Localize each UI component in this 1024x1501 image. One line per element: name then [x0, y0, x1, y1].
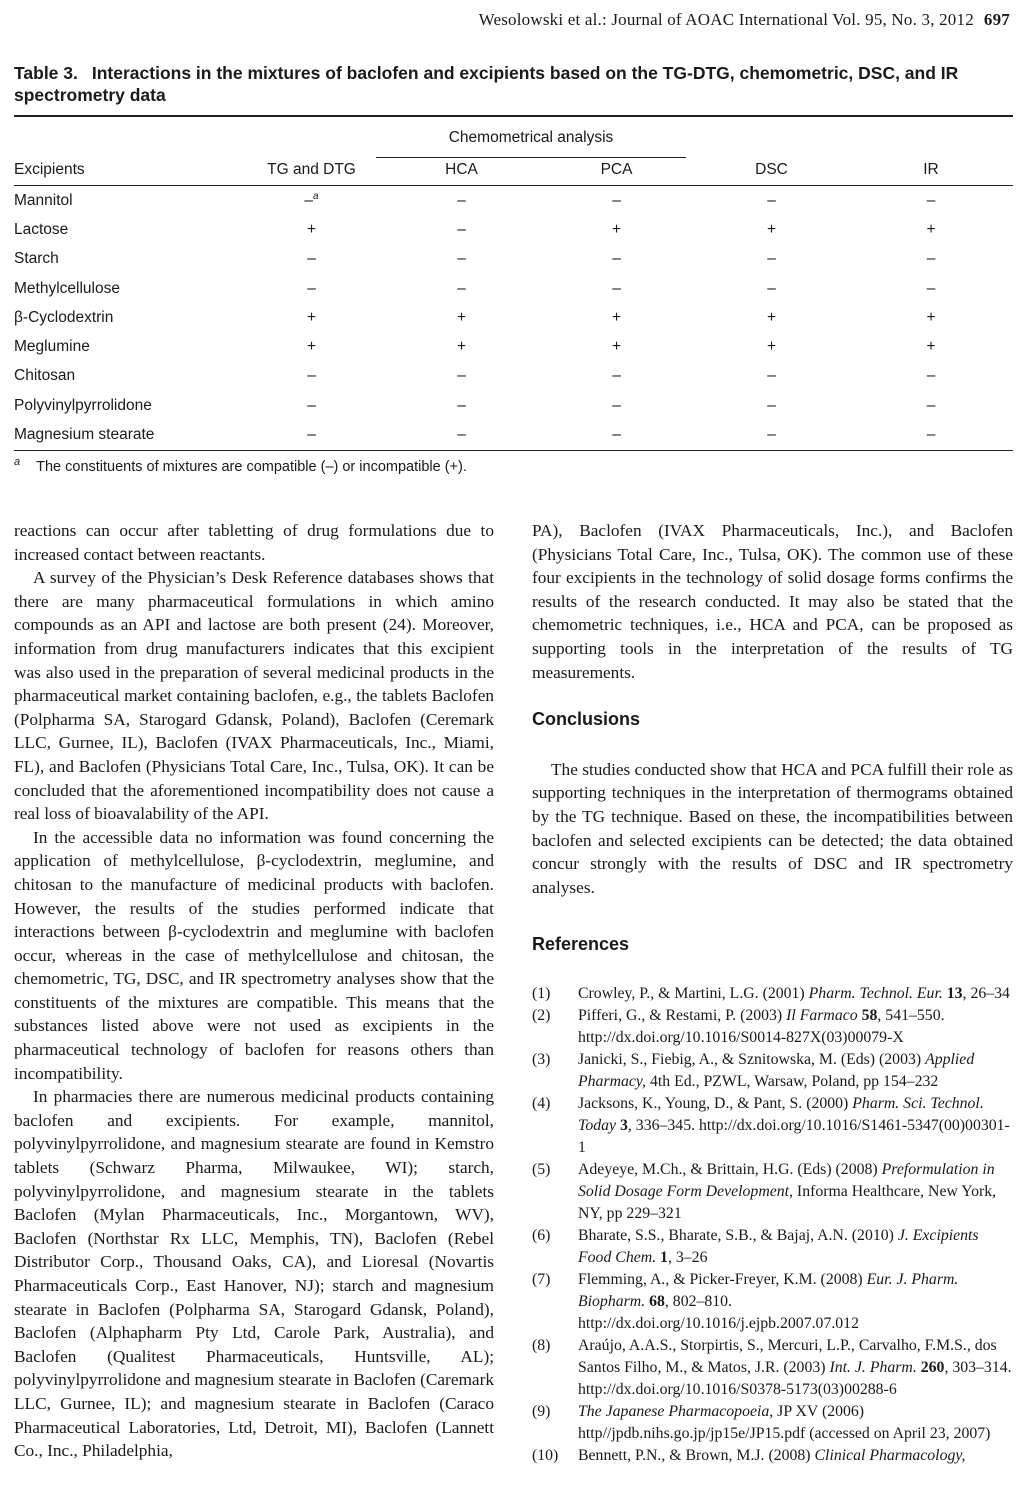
reference-journal: J. Excipients Food Chem. — [578, 1226, 979, 1266]
reference-details: , 336–345. http://dx.doi.org/10.1016/S1461-5347(00)00301-1 — [578, 1116, 1010, 1156]
body-paragraph: reactions can occur after tabletting of drug formulations due to increased contact between reactants. — [14, 521, 494, 564]
table-cell — [539, 332, 694, 361]
cell-value: – — [612, 367, 621, 385]
reference-details: , 541–550. http://dx.doi.org/10.1016/S0014-827X(03)00079-X — [578, 1006, 945, 1046]
reference-list — [532, 983, 1013, 1467]
cell-value: – — [926, 250, 936, 268]
table-cell — [239, 186, 384, 215]
table-cell — [539, 274, 694, 303]
cell-value: – — [304, 192, 314, 210]
reference-journal: Clinical Pharmacology, — [814, 1446, 966, 1464]
column-header: IR — [923, 161, 939, 178]
cell-value: – — [457, 396, 466, 414]
right-column — [532, 519, 1013, 1467]
cell-value: – — [926, 279, 936, 297]
cell-value: – — [926, 191, 936, 209]
excipient-name: Chitosan — [14, 367, 76, 385]
table-row — [14, 186, 1013, 215]
table-cell — [539, 215, 694, 244]
reference-text — [578, 1445, 1013, 1467]
column-header: HCA — [445, 161, 478, 178]
table-cell — [849, 186, 1013, 215]
body-paragraph: In the accessible data no information was found concerning the application of methylcellulose, β-cyclodextrin, meglumine, and chitosan to the manufacture of medicinal products with baclofen. However, the results of the studies performed indicate that interactions between β-cyclodextrin and meglumine with baclofen occur, whereas in the case of methylcellulose and chitosan, the chemometric, TG, DSC, and IR spectrometry analyses show that the constituents of the mixtures are compatible. This means that the substances listed above were not used as excipients in the pharmaceutical technology of baclofen for reasons others than incompatibility. — [14, 827, 494, 1083]
reference-text — [578, 1159, 1013, 1225]
table-row — [14, 303, 1013, 332]
table-cell — [539, 303, 694, 332]
reference-details: 4th Ed., PZWL, Warsaw, Poland, pp 154–232 — [646, 1072, 939, 1090]
reference-authors: Flemming, A., & Picker-Freyer, K.M. (2008) — [578, 1270, 867, 1288]
reference-authors: Crowley, P., & Martini, L.G. (2001) — [578, 984, 809, 1002]
table-bottom-rule — [14, 450, 1013, 451]
cell-value: + — [766, 308, 777, 326]
cell-value: + — [611, 338, 622, 356]
reference-journal: Preformulation in Solid Dosage Form Development, — [578, 1160, 995, 1200]
cell-value: – — [926, 367, 936, 385]
table-cell — [539, 362, 694, 391]
reference-item — [532, 1401, 1013, 1445]
cell-value: – — [612, 426, 621, 444]
column-header: TG and DTG — [267, 161, 356, 178]
cell-value: + — [611, 220, 622, 238]
reference-authors: Bharate, S.S., Bharate, S.B., & Bajaj, A.N. (2010) — [578, 1226, 898, 1244]
table-row — [14, 420, 1013, 449]
reference-item — [532, 1225, 1013, 1269]
table-cell — [239, 245, 384, 274]
conclusions-heading: Conclusions — [532, 709, 641, 730]
reference-number: (6) — [532, 1226, 551, 1244]
reference-authors: Adeyeye, M.Ch., & Brittain, H.G. (Eds) (2008) — [578, 1160, 882, 1178]
cell-value: + — [926, 308, 936, 326]
reference-number: (10) — [532, 1446, 559, 1464]
reference-volume: 13 — [942, 984, 963, 1002]
running-head — [479, 10, 1010, 30]
reference-text — [578, 1335, 1013, 1401]
left-column — [14, 519, 494, 1463]
reference-authors: Janicki, S., Fiebig, A., & Sznitowska, M. (Eds) (2003) — [578, 1050, 926, 1068]
cell-value: – — [457, 191, 466, 209]
cell-value: + — [456, 308, 467, 326]
table-cell — [384, 332, 539, 361]
reference-authors: Bennett, P.N., & Brown, M.J. (2008) — [578, 1446, 815, 1464]
table-row — [14, 215, 1013, 244]
reference-item — [532, 1049, 1013, 1093]
table-cell — [694, 215, 849, 244]
interactions-table — [14, 115, 1013, 451]
reference-text — [578, 1225, 1013, 1269]
cell-value: – — [307, 279, 316, 297]
cell-value: + — [306, 220, 317, 238]
table-cell — [694, 420, 849, 449]
reference-details: , 3–26 — [667, 1248, 708, 1266]
cell-value: – — [767, 396, 776, 414]
body-paragraph: In pharmacies there are numerous medicinal products containing baclofen and excipients. For example, mannitol, polyvinylpyrrolidone, and magnesium stearate are found in Kemstro tablets (Schwarz Pharma, Milwaukee, WI); starch, polyvinylpyrrolidone, and magnesium stearate in the tablets Baclofen (Mylan Pharmaceuticals, Inc., Morgantown, WV), Baclofen (Northstar Rx LLC, Memphis, TN), Baclofen (Rebel Distributor Corp., Thousand Oaks, CA), and Lioresal (Novartis Pharmaceuticals Corp., East Hanover, NJ); starch and magnesium stearate in Baclofen (Polpharma SA, Starogard Gdansk, Poland), Baclofen (Alphapharm Pty Ltd, Carole Park, Australia), and Baclofen (Qualitest Pharmaceuticals, Huntsville, AL); polyvinylpyrrolidone and magnesium stearate in Baclofen (Caremark LLC, Gurnee, IL); and magnesium stearate in Baclofen (Caraco Pharmaceutical Laboratories, Ltd, Detroit, MI), Baclofen (Lannett Co., Inc., Philadelphia, — [14, 1087, 494, 1461]
column-header: Excipients — [14, 161, 85, 178]
table-cell — [539, 391, 694, 420]
cell-value: – — [612, 279, 621, 297]
cell-value: – — [307, 367, 316, 385]
cell-value: – — [457, 279, 466, 297]
reference-journal: Pharm. Sci. Technol. Today — [578, 1094, 984, 1134]
table-row — [14, 332, 1013, 361]
reference-number: (3) — [532, 1050, 551, 1068]
cell-value: – — [926, 426, 936, 444]
reference-number: (1) — [532, 984, 551, 1002]
reference-text — [578, 1269, 1013, 1335]
table-number: Table 3. — [14, 63, 78, 83]
reference-text — [578, 1049, 1013, 1093]
column-header: PCA — [600, 161, 633, 178]
cell-value: – — [307, 426, 316, 444]
table-caption-text: Interactions in the mixtures of baclofen and excipients based on the TG-DTG, chemometric, DSC, and IR spectrometry data — [14, 63, 959, 105]
table-cell — [849, 274, 1013, 303]
cell-value: – — [612, 396, 621, 414]
conclusions-paragraph: The studies conducted show that HCA and PCA fulfill their role as supporting techniques in the interpretation of thermograms obtained by the TG technique. Based on these, the incompatibilities between baclofen and selected excipients can be detected; the data obtained concur strongly with the results of DSC and IR spectrometry analyses. — [532, 759, 1013, 897]
table-cell — [239, 391, 384, 420]
table-cell — [384, 245, 539, 274]
reference-number: (8) — [532, 1336, 551, 1354]
table-cell — [384, 215, 539, 244]
reference-journal: Applied Pharmacy, — [578, 1050, 975, 1090]
reference-details: , 26–34 — [962, 984, 1010, 1002]
reference-journal: Il Farmaco — [786, 1006, 858, 1024]
reference-authors: Araújo, A.A.S., Storpirtis, S., Mercuri, L.P., Carvalho, F.M.S., dos Santos Filho, M., & Matos, J.R. (2003) — [578, 1336, 997, 1376]
column-header: DSC — [755, 161, 788, 178]
table-cell — [539, 186, 694, 215]
table-cell — [694, 245, 849, 274]
reference-item — [532, 1335, 1013, 1401]
table-cell — [384, 362, 539, 391]
cell-value: + — [611, 308, 622, 326]
table-cell — [849, 215, 1013, 244]
footnote-marker: a — [313, 191, 319, 203]
table-cell — [239, 274, 384, 303]
table-cell — [384, 391, 539, 420]
reference-journal: Eur. J. Pharm. Biopharm. — [578, 1270, 959, 1310]
table-row — [14, 245, 1013, 274]
reference-journal: Int. J. Pharm. — [829, 1358, 917, 1376]
reference-volume: 3 — [616, 1116, 628, 1134]
table-cell — [384, 186, 539, 215]
group-header-label: Chemometrical analysis — [448, 129, 614, 146]
table-cell — [384, 420, 539, 449]
cell-value: – — [307, 250, 316, 268]
cell-value: + — [766, 338, 777, 356]
cell-value: + — [926, 220, 936, 238]
cell-value: – — [926, 396, 936, 414]
reference-number: (2) — [532, 1006, 551, 1024]
excipient-name: Magnesium stearate — [14, 426, 155, 444]
cell-value: – — [767, 279, 776, 297]
reference-item — [532, 1445, 1013, 1467]
references-heading: References — [532, 934, 630, 955]
cell-value: – — [612, 250, 621, 268]
reference-text — [578, 1401, 1013, 1445]
table-cell — [694, 186, 849, 215]
reference-volume: 260 — [916, 1358, 945, 1376]
reference-text — [578, 1005, 1013, 1049]
table-cell — [239, 362, 384, 391]
body-paragraph: PA), Baclofen (IVAX Pharmaceuticals, Inc.), and Baclofen (Physicians Total Care, Inc., Tulsa, OK). The common use of these four excipients in the technology of solid dosage forms confirms the results of the research conducted. It may also be stated that the chemometric techniques, i.e., HCA and PCA, can be proposed as supporting tools in the interpretation of the results of TG measurements. — [532, 521, 1013, 682]
cell-value: – — [767, 250, 776, 268]
table-cell — [694, 274, 849, 303]
table-cell — [849, 245, 1013, 274]
reference-authors: Jacksons, K., Young, D., & Pant, S. (2000) — [578, 1094, 853, 1112]
reference-volume: 58 — [857, 1006, 878, 1024]
reference-number: (9) — [532, 1402, 551, 1420]
cell-value: + — [306, 338, 317, 356]
cell-value: – — [457, 250, 466, 268]
table-cell — [384, 274, 539, 303]
reference-item — [532, 1005, 1013, 1049]
page-number: 697 — [983, 10, 1010, 29]
reference-details: , 802–810. http://dx.doi.org/10.1016/j.ejpb.2007.07.012 — [578, 1292, 859, 1332]
excipient-name: Starch — [14, 250, 59, 268]
table-cell — [849, 303, 1013, 332]
reference-item — [532, 983, 1013, 1005]
reference-number: (5) — [532, 1160, 551, 1178]
reference-item — [532, 1093, 1013, 1159]
running-head-text: Wesolowski et al.: Journal of AOAC International Vol. 95, No. 3, 2012 — [478, 10, 974, 29]
reference-details: , 303–314. http://dx.doi.org/10.1016/S0378-5173(03)00288-6 — [578, 1358, 1012, 1398]
table-cell — [539, 245, 694, 274]
table-body — [14, 186, 1013, 450]
cell-value: – — [767, 426, 776, 444]
table-row — [14, 274, 1013, 303]
reference-text — [578, 983, 1013, 1005]
table-cell — [239, 420, 384, 449]
table-cell — [694, 362, 849, 391]
reference-volume: 1 — [656, 1248, 668, 1266]
excipient-name: Meglumine — [14, 338, 90, 356]
cell-value: – — [457, 426, 466, 444]
reference-authors: Pifferi, G., & Restami, P. (2003) — [578, 1006, 787, 1024]
table-cell — [694, 332, 849, 361]
excipient-name: Polyvinylpyrrolidone — [14, 396, 152, 414]
cell-value: – — [307, 396, 316, 414]
cell-value: – — [457, 367, 466, 385]
table-cell — [849, 332, 1013, 361]
cell-value: – — [457, 220, 466, 238]
reference-number: (4) — [532, 1094, 551, 1112]
reference-item — [532, 1269, 1013, 1335]
reference-text — [578, 1093, 1013, 1159]
reference-journal: Pharm. Technol. Eur. — [808, 984, 943, 1002]
reference-volume: 68 — [645, 1292, 665, 1310]
table-row — [14, 391, 1013, 420]
table-column-headers — [14, 155, 1013, 185]
cell-value: + — [766, 220, 777, 238]
body-paragraph: A survey of the Physician’s Desk Reference databases shows that there are many pharmaceutical formulations in which amino compounds as an API and lactose are both present (24). Moreover, information from drug manufacturers indicates that this excipient was also used in the preparation of several medicinal products in the pharmaceutical market containing baclofen, e.g., the tablets Baclofen (Polpharma SA, Starogard Gdansk, Poland), Baclofen (Ceremark LLC, Gurnee, IL), Baclofen (IVAX Pharmaceuticals, Inc., Miami, FL), and Baclofen (Physicians Total Care, Inc., Tulsa, OK). It can be concluded that the aforementioned incompatibility does not cause a real loss of bioavalability of the API. — [14, 568, 494, 824]
table-cell — [694, 303, 849, 332]
table-row — [14, 362, 1013, 391]
footnote-text: The constituents of mixtures are compatible (–) or incompatible (+). — [36, 459, 467, 475]
cell-value: + — [456, 338, 467, 356]
reference-number: (7) — [532, 1270, 551, 1288]
excipient-name: Mannitol — [14, 191, 73, 209]
footnote-marker: a — [14, 456, 21, 468]
group-header-rule — [376, 157, 686, 158]
table-cell — [239, 332, 384, 361]
cell-value: – — [767, 191, 776, 209]
table-cell — [694, 391, 849, 420]
table-caption — [14, 62, 1004, 106]
table-cell — [849, 391, 1013, 420]
reference-details: , JP XV (2006) http//jpdb.nihs.go.jp/jp15e/JP15.pdf (accessed on April 23, 2007) — [578, 1402, 991, 1442]
excipient-name: Lactose — [14, 220, 69, 238]
table-cell — [849, 362, 1013, 391]
table-cell — [239, 303, 384, 332]
cell-value: + — [306, 308, 317, 326]
cell-value: + — [926, 338, 936, 356]
table-cell — [239, 215, 384, 244]
cell-value: – — [767, 367, 776, 385]
cell-value: – — [612, 191, 621, 209]
table-cell — [849, 420, 1013, 449]
reference-journal: The Japanese Pharmacopoeia — [578, 1402, 770, 1420]
table-cell — [384, 303, 539, 332]
excipient-name: β-Cyclodextrin — [14, 308, 114, 326]
table-footnote — [14, 456, 467, 475]
table-group-header — [14, 117, 1013, 155]
table-cell — [539, 420, 694, 449]
reference-item — [532, 1159, 1013, 1225]
reference-details: Informa Healthcare, New York, NY, pp 229–321 — [578, 1182, 997, 1222]
excipient-name: Methylcellulose — [14, 279, 120, 297]
